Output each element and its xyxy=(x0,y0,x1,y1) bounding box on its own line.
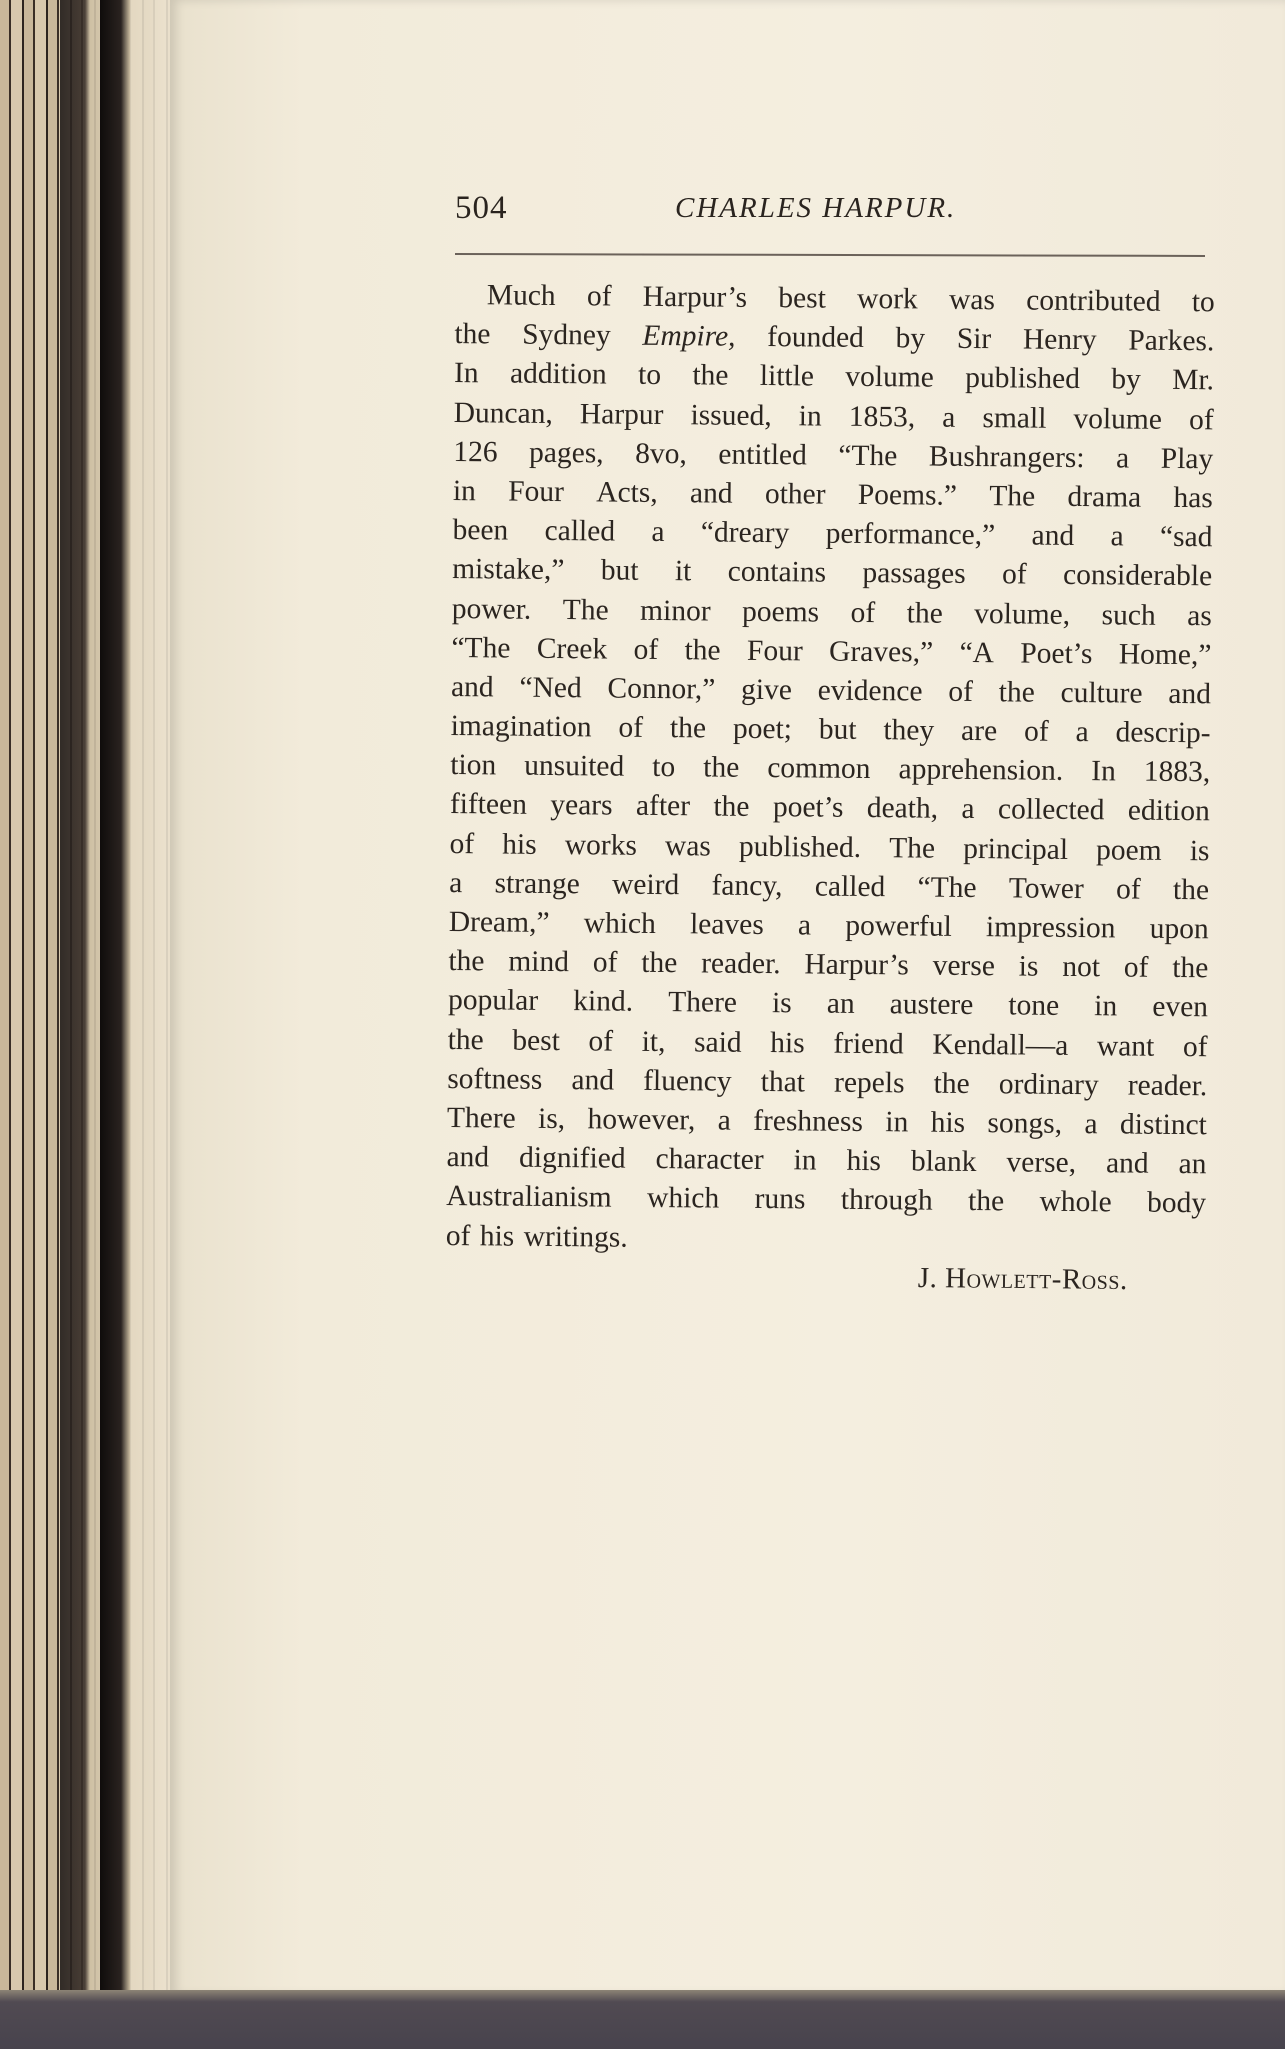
word: a xyxy=(717,1104,731,1137)
word: of xyxy=(1001,558,1027,591)
word: volume, xyxy=(974,597,1071,631)
word: death, xyxy=(866,792,939,826)
word: is xyxy=(1189,834,1210,867)
word: verse xyxy=(932,949,996,983)
word: of xyxy=(592,946,618,979)
word: after xyxy=(635,790,691,823)
word: runs xyxy=(754,1183,806,1216)
word: by xyxy=(895,322,926,355)
word: tone xyxy=(1008,989,1060,1023)
word: entitled xyxy=(718,438,807,472)
word: songs, xyxy=(987,1107,1063,1140)
word: founded xyxy=(767,321,865,355)
word: “The xyxy=(917,871,977,904)
word: principal xyxy=(963,832,1069,866)
word: of xyxy=(588,1024,614,1058)
word: 1853, xyxy=(848,400,916,433)
word: Sir xyxy=(956,323,992,356)
word: as xyxy=(1187,599,1212,632)
word: is, xyxy=(537,1102,566,1136)
word: in xyxy=(452,474,477,508)
word: tion xyxy=(450,749,497,782)
word: the xyxy=(641,947,678,980)
word: of xyxy=(618,711,644,744)
word: of xyxy=(633,633,659,666)
word: austere xyxy=(889,988,974,1022)
word: which xyxy=(646,1182,720,1215)
page-number: 504 xyxy=(455,190,508,226)
word: “A xyxy=(959,636,995,669)
word: and xyxy=(1031,519,1075,553)
word: the xyxy=(713,790,750,824)
word: The xyxy=(889,831,936,865)
word: is xyxy=(771,987,792,1020)
word: a xyxy=(1075,716,1089,749)
word: dignified xyxy=(518,1141,626,1175)
word: volume xyxy=(1073,402,1163,436)
word: poet’s xyxy=(772,791,844,825)
word: fancy, xyxy=(711,869,783,902)
word: a xyxy=(651,516,665,549)
word: The xyxy=(989,480,1036,513)
word: the xyxy=(1172,952,1209,985)
word: whole xyxy=(1039,1185,1112,1219)
word: and xyxy=(689,477,733,510)
word: of xyxy=(850,596,876,629)
word: Acts, xyxy=(596,476,658,509)
word: the xyxy=(669,712,707,745)
word: Harpur’s xyxy=(804,948,909,982)
text-line xyxy=(453,433,1213,479)
word: was xyxy=(948,283,996,317)
text-line xyxy=(450,785,1210,831)
word: fluency xyxy=(643,1064,732,1098)
text-line xyxy=(446,1216,1206,1262)
word: collected xyxy=(997,793,1105,827)
word: Henry xyxy=(1022,323,1097,357)
running-head xyxy=(455,190,1205,240)
word: 126 xyxy=(453,435,498,469)
word: popular xyxy=(447,984,539,1018)
text-line xyxy=(454,354,1214,400)
word: ordinary xyxy=(998,1068,1099,1101)
word: to xyxy=(652,751,676,784)
word: small xyxy=(982,401,1047,435)
word: is xyxy=(1018,950,1039,983)
running-head-title: CHARLES HARPUR. xyxy=(675,192,957,224)
word: it, xyxy=(641,1025,666,1058)
word: Dream,” xyxy=(448,905,550,939)
word: been xyxy=(452,514,509,547)
word: power. xyxy=(451,592,532,626)
book-page-edges xyxy=(0,0,175,1995)
word: Poet’s xyxy=(1020,637,1093,670)
word: but xyxy=(600,554,639,588)
text-line xyxy=(452,511,1212,557)
word: his xyxy=(770,1026,805,1059)
word: work xyxy=(856,282,918,316)
word: his xyxy=(479,1219,515,1253)
word: poet; xyxy=(732,712,793,746)
word: a xyxy=(449,866,463,899)
word: descrip- xyxy=(1115,716,1211,750)
word: by xyxy=(1111,363,1141,396)
word: kind. xyxy=(573,985,634,1019)
word: leaves xyxy=(689,908,764,941)
word: writings. xyxy=(523,1220,628,1254)
word: want xyxy=(1096,1029,1155,1063)
word: in xyxy=(1094,990,1118,1023)
gutter-shadow xyxy=(100,0,130,1995)
word: poems xyxy=(741,595,820,629)
word: Bushrangers: xyxy=(928,440,1085,474)
word: published xyxy=(965,362,1081,396)
word: Parkes. xyxy=(1128,324,1215,358)
word: Tower xyxy=(1008,872,1084,905)
word: Graves,” xyxy=(828,635,934,669)
word: Sydney xyxy=(522,318,611,352)
word: freshness xyxy=(753,1104,864,1138)
word: weird xyxy=(611,868,680,901)
word: passages xyxy=(862,557,966,591)
word: volume xyxy=(845,361,934,394)
word: Mr. xyxy=(1172,364,1215,397)
word: Play xyxy=(1160,442,1214,476)
word: which xyxy=(583,907,656,940)
word: imagination xyxy=(450,710,592,744)
word: Harpur’s xyxy=(642,280,748,314)
word: Connor,” xyxy=(607,672,716,706)
word: best xyxy=(778,282,827,315)
word: of xyxy=(586,280,612,313)
word: it xyxy=(674,555,692,588)
word: of xyxy=(1123,951,1149,984)
word: contains xyxy=(727,555,827,589)
word: Poems.” xyxy=(857,478,958,512)
word: unsuited xyxy=(524,749,625,783)
word: considerable xyxy=(1062,559,1213,593)
word: drama xyxy=(1067,480,1142,514)
word: and xyxy=(450,670,494,704)
word: verse, xyxy=(1006,1146,1077,1180)
word: of xyxy=(948,675,974,708)
word: not xyxy=(1062,951,1101,984)
word: powerful xyxy=(845,909,952,943)
word: issued, xyxy=(690,398,772,432)
word: There xyxy=(668,986,738,1020)
word: In xyxy=(453,357,479,390)
word: works xyxy=(564,828,638,862)
word: culture xyxy=(1060,676,1143,710)
word: common xyxy=(767,752,871,786)
word: “The xyxy=(838,439,898,473)
word: Harpur xyxy=(579,397,664,431)
word: of xyxy=(1182,1030,1208,1063)
word: of xyxy=(1188,403,1214,436)
word: however, xyxy=(587,1103,696,1137)
word: his xyxy=(502,828,537,861)
word: In xyxy=(1091,755,1116,788)
word: a xyxy=(797,909,812,942)
word: through xyxy=(840,1184,933,1217)
word: “sad xyxy=(1159,520,1213,554)
word: the xyxy=(447,1023,484,1056)
word: a xyxy=(961,793,975,826)
word: that xyxy=(760,1065,806,1099)
word: repels xyxy=(833,1066,905,1100)
word: a xyxy=(1084,1108,1098,1141)
word: upon xyxy=(1149,912,1209,946)
word: the xyxy=(692,359,729,393)
word: years xyxy=(550,789,613,822)
word: give xyxy=(740,673,793,707)
word: are xyxy=(960,714,998,748)
word: of xyxy=(445,1219,471,1252)
word: Australianism xyxy=(446,1180,612,1214)
word: “Ned xyxy=(519,671,582,705)
word: friend xyxy=(833,1027,904,1060)
word: character xyxy=(655,1143,764,1177)
word: a xyxy=(1110,520,1124,553)
text-line xyxy=(449,864,1209,910)
word: mistake,” xyxy=(452,553,565,587)
word: Four xyxy=(746,634,803,668)
word: such xyxy=(1101,598,1156,632)
word: the xyxy=(454,318,491,351)
word: “The xyxy=(451,631,511,665)
word: addition xyxy=(509,357,607,391)
word: edition xyxy=(1127,794,1210,828)
word: they xyxy=(883,714,935,747)
word: 1883, xyxy=(1143,755,1211,789)
word: apprehension. xyxy=(898,753,1064,788)
word: the xyxy=(448,945,485,978)
word: performance,” xyxy=(825,517,996,552)
word: reader. xyxy=(1127,1069,1208,1103)
word: fifteen xyxy=(449,788,528,822)
word: “dreary xyxy=(700,516,790,550)
word: of xyxy=(1115,873,1141,906)
word: Four xyxy=(508,475,565,508)
word: evidence xyxy=(817,674,923,708)
word: softness xyxy=(447,1062,543,1096)
word: minor xyxy=(639,594,711,627)
word: the xyxy=(967,1185,1005,1218)
word: The xyxy=(562,593,609,626)
body-paragraph xyxy=(446,276,1215,1263)
word: in xyxy=(798,399,822,433)
word: Creek xyxy=(536,632,608,666)
word: even xyxy=(1152,991,1209,1024)
text-line xyxy=(448,942,1208,988)
word: the xyxy=(998,676,1035,709)
word: impression xyxy=(985,911,1116,945)
word: called xyxy=(544,514,616,548)
word: his xyxy=(930,1106,966,1139)
word: 8vo, xyxy=(635,437,687,470)
word: and xyxy=(446,1141,490,1174)
word: an xyxy=(1178,1148,1207,1181)
word: the xyxy=(933,1067,970,1100)
word: and xyxy=(571,1063,615,1097)
word: best xyxy=(512,1024,561,1057)
word: said xyxy=(693,1025,742,1059)
word: and xyxy=(1105,1147,1149,1180)
word: to xyxy=(1191,286,1215,319)
word: other xyxy=(764,477,826,511)
word: distinct xyxy=(1119,1108,1207,1142)
word: the xyxy=(906,596,943,630)
word: blank xyxy=(910,1145,977,1179)
word: contributed xyxy=(1026,284,1161,318)
word: called xyxy=(814,870,886,903)
word: little xyxy=(759,360,815,393)
word: the xyxy=(684,633,721,667)
word: in xyxy=(793,1144,817,1177)
word: a xyxy=(942,401,956,434)
word: reader. xyxy=(701,947,781,981)
word: a xyxy=(1115,442,1130,475)
word: of xyxy=(1023,715,1049,748)
author-signature: J. Howlett-Ross. xyxy=(917,1262,1128,1297)
word: Empire, xyxy=(642,319,736,353)
word: Duncan, xyxy=(453,396,553,430)
word: to xyxy=(637,359,662,392)
word: but xyxy=(818,713,857,746)
word: strange xyxy=(494,867,580,901)
word: and xyxy=(1168,677,1212,711)
word: an xyxy=(826,987,855,1021)
word: has xyxy=(1173,481,1213,515)
word: the xyxy=(1172,873,1210,907)
word: Home,” xyxy=(1118,638,1212,671)
word: the xyxy=(703,751,740,785)
word: Much xyxy=(486,279,556,312)
word: Kendall—a xyxy=(932,1028,1069,1062)
word: pages, xyxy=(528,436,604,470)
word: mind xyxy=(508,945,570,979)
word: in xyxy=(885,1106,909,1139)
word: of xyxy=(449,827,475,860)
word: published. xyxy=(738,830,862,864)
bottom-edge-shadow xyxy=(0,1990,1285,2049)
word: his xyxy=(846,1144,882,1178)
word: There xyxy=(446,1101,516,1135)
word: poem xyxy=(1095,833,1162,867)
word: body xyxy=(1146,1186,1207,1220)
word: was xyxy=(664,829,712,863)
